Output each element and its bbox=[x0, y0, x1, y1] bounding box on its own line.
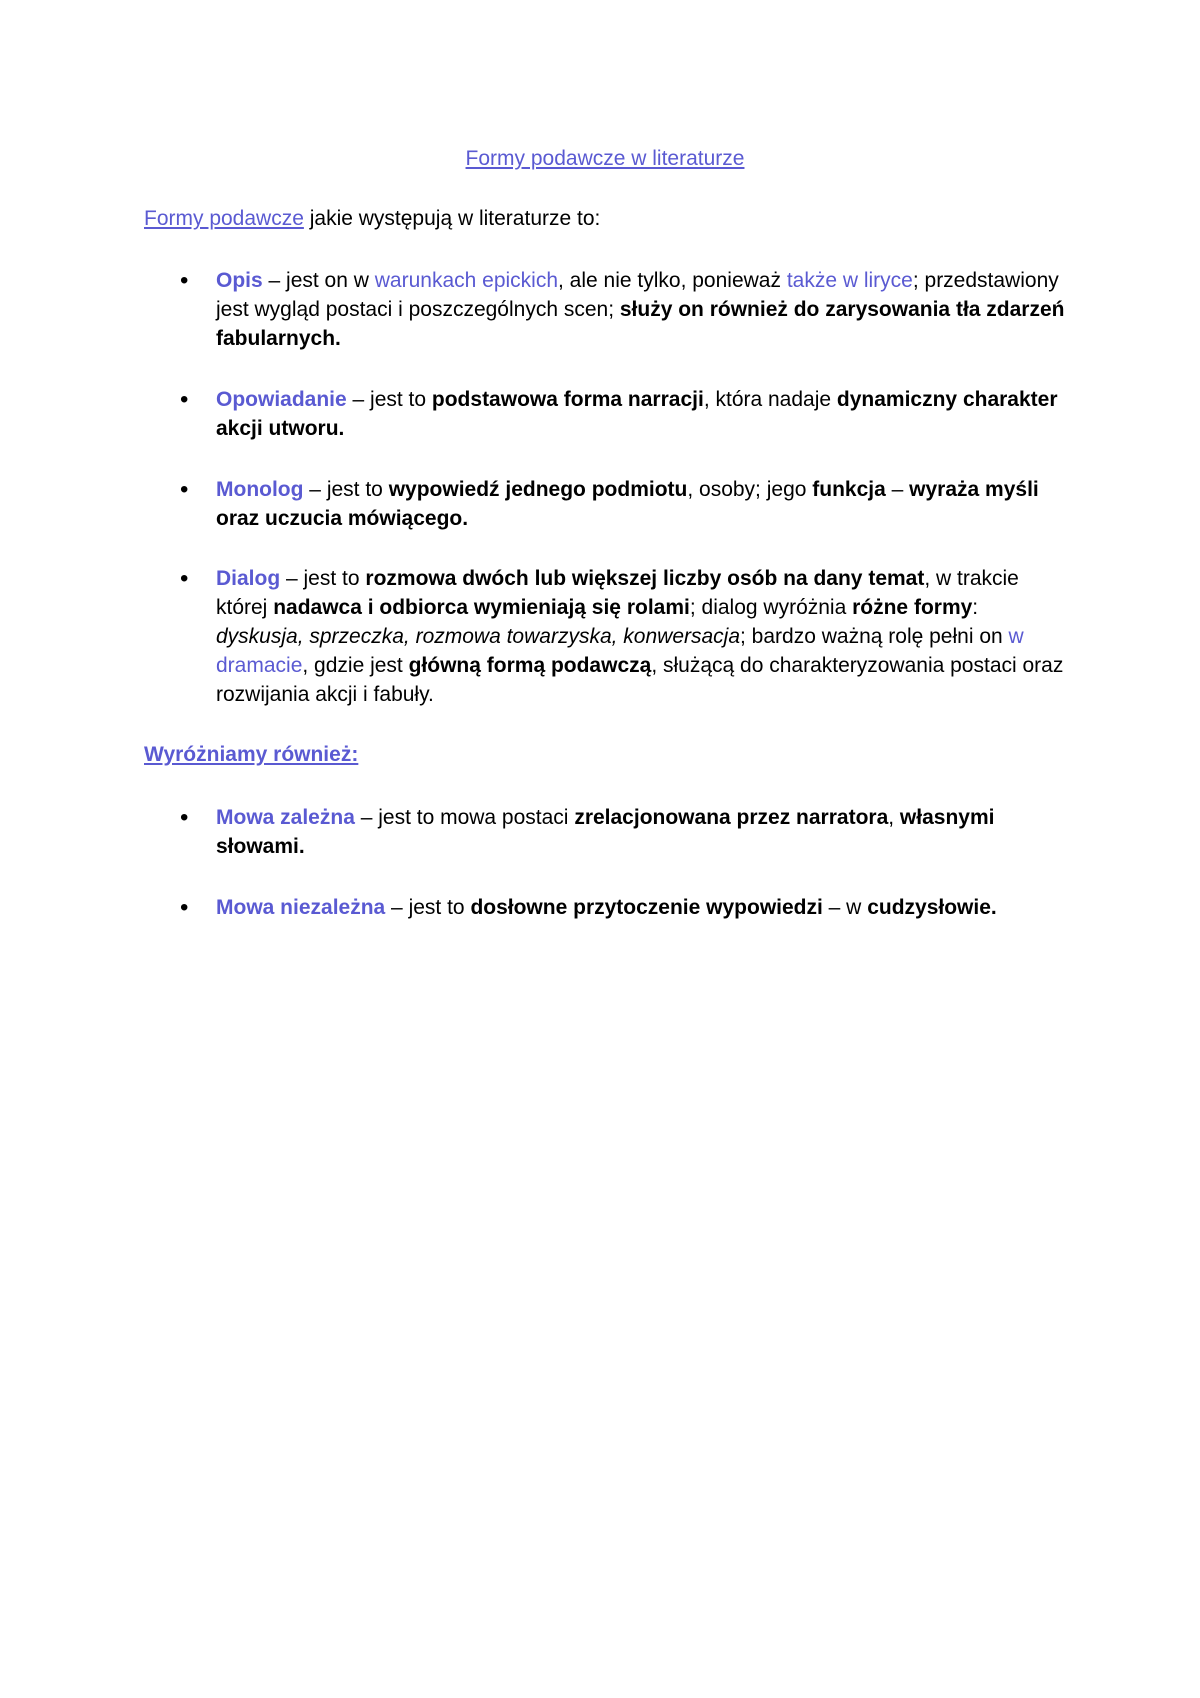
text-segment: , osoby; jego bbox=[687, 478, 813, 501]
bullet-icon: • bbox=[180, 267, 189, 294]
text-segment: ; dialog wyróżnia bbox=[689, 596, 853, 619]
text-segment: wypowiedź jednego podmiotu bbox=[388, 478, 688, 501]
text-segment: zrelacjonowana przez narratora bbox=[574, 806, 889, 829]
text-segment: dyskusja, sprzeczka, rozmowa towarzyska, konwersacja bbox=[216, 625, 741, 648]
text-segment: , która nadaje bbox=[703, 388, 837, 411]
text-segment: , służącą do charakteryzowania postaci oraz rozwijania akcji i fabuły. bbox=[216, 654, 1064, 706]
text-segment: – jest to bbox=[346, 388, 432, 411]
text-segment: dosłowne przytoczenie wypowiedzi bbox=[470, 896, 823, 919]
text-segment: funkcja bbox=[812, 478, 886, 501]
text-segment: warunkach epickich bbox=[374, 269, 559, 292]
bullet-icon: • bbox=[180, 476, 189, 503]
list-item-monolog bbox=[180, 475, 1071, 533]
text-segment: ; przedstawiony jest wygląd postaci i poszczególnych scen; bbox=[216, 269, 1059, 321]
text-segment: , bbox=[888, 806, 900, 829]
term-mowa-zalezna: Mowa zależna bbox=[216, 806, 355, 829]
term-monolog: Monolog bbox=[216, 478, 304, 501]
list-item-mowa-niezalezna bbox=[180, 893, 1071, 922]
text-segment: – jest to bbox=[385, 896, 471, 919]
text-segment: – jest to mowa postaci bbox=[354, 806, 575, 829]
definition-monolog bbox=[216, 478, 1039, 530]
text-segment: cudzysłowie. bbox=[867, 896, 997, 919]
text-segment: , w trakcie której bbox=[216, 567, 1019, 619]
bullet-icon: • bbox=[180, 894, 189, 921]
definition-mowa-niezalezna bbox=[385, 896, 997, 919]
text-segment: w dramacie bbox=[216, 625, 1024, 677]
intro-term: Formy podawcze bbox=[144, 207, 304, 230]
list-item-dialog bbox=[180, 564, 1071, 709]
intro-paragraph bbox=[144, 204, 1064, 233]
text-segment: , ale nie tylko, ponieważ bbox=[558, 269, 787, 292]
text-segment: – jest to bbox=[303, 478, 389, 501]
text-segment: wyraża myśli oraz uczucia mówiącego. bbox=[216, 478, 1039, 530]
term-opowiadanie: Opowiadanie bbox=[216, 388, 347, 411]
text-segment: także w liryce bbox=[786, 269, 913, 292]
definition-dialog bbox=[216, 567, 1063, 706]
bullet-icon: • bbox=[180, 565, 189, 592]
text-segment: – jest on w bbox=[262, 269, 375, 292]
text-segment: ; bardzo ważną rolę pełni on bbox=[740, 625, 1009, 648]
list-item-opis bbox=[180, 266, 1071, 353]
text-segment: służy on również do zarysowania tła zdarzeń fabularnych. bbox=[216, 298, 1065, 350]
subheading: Wyróżniamy również: bbox=[144, 743, 359, 766]
text-segment: różne formy bbox=[852, 596, 973, 619]
term-mowa-niezalezna: Mowa niezależna bbox=[216, 896, 386, 919]
bullet-icon: • bbox=[180, 804, 189, 831]
term-opis: Opis bbox=[216, 269, 263, 292]
text-segment: , gdzie jest bbox=[302, 654, 409, 677]
text-segment: własnymi słowami. bbox=[216, 806, 995, 858]
text-segment: nadawca i odbiorca wymieniają się rolami bbox=[273, 596, 690, 619]
text-segment: – bbox=[885, 478, 910, 501]
term-dialog: Dialog bbox=[216, 567, 281, 590]
list-item-mowa-zalezna bbox=[180, 803, 1071, 861]
text-segment: : bbox=[972, 596, 979, 619]
text-segment: – w bbox=[822, 896, 868, 919]
text-segment: – jest to bbox=[280, 567, 366, 590]
text-segment: podstawowa forma narracji bbox=[431, 388, 704, 411]
text-segment: rozmowa dwóch lub większej liczby osób na dany temat bbox=[365, 567, 925, 590]
document-title: Formy podawcze w literaturze bbox=[465, 147, 745, 170]
definition-opis bbox=[216, 269, 1064, 350]
list-item-opowiadanie bbox=[180, 385, 1071, 443]
text-segment: dynamiczny charakter akcji utworu. bbox=[216, 388, 1058, 440]
text-segment: główną formą podawczą bbox=[408, 654, 652, 677]
intro-text: jakie występują w literaturze to: bbox=[303, 207, 601, 230]
bullet-icon: • bbox=[180, 386, 189, 413]
